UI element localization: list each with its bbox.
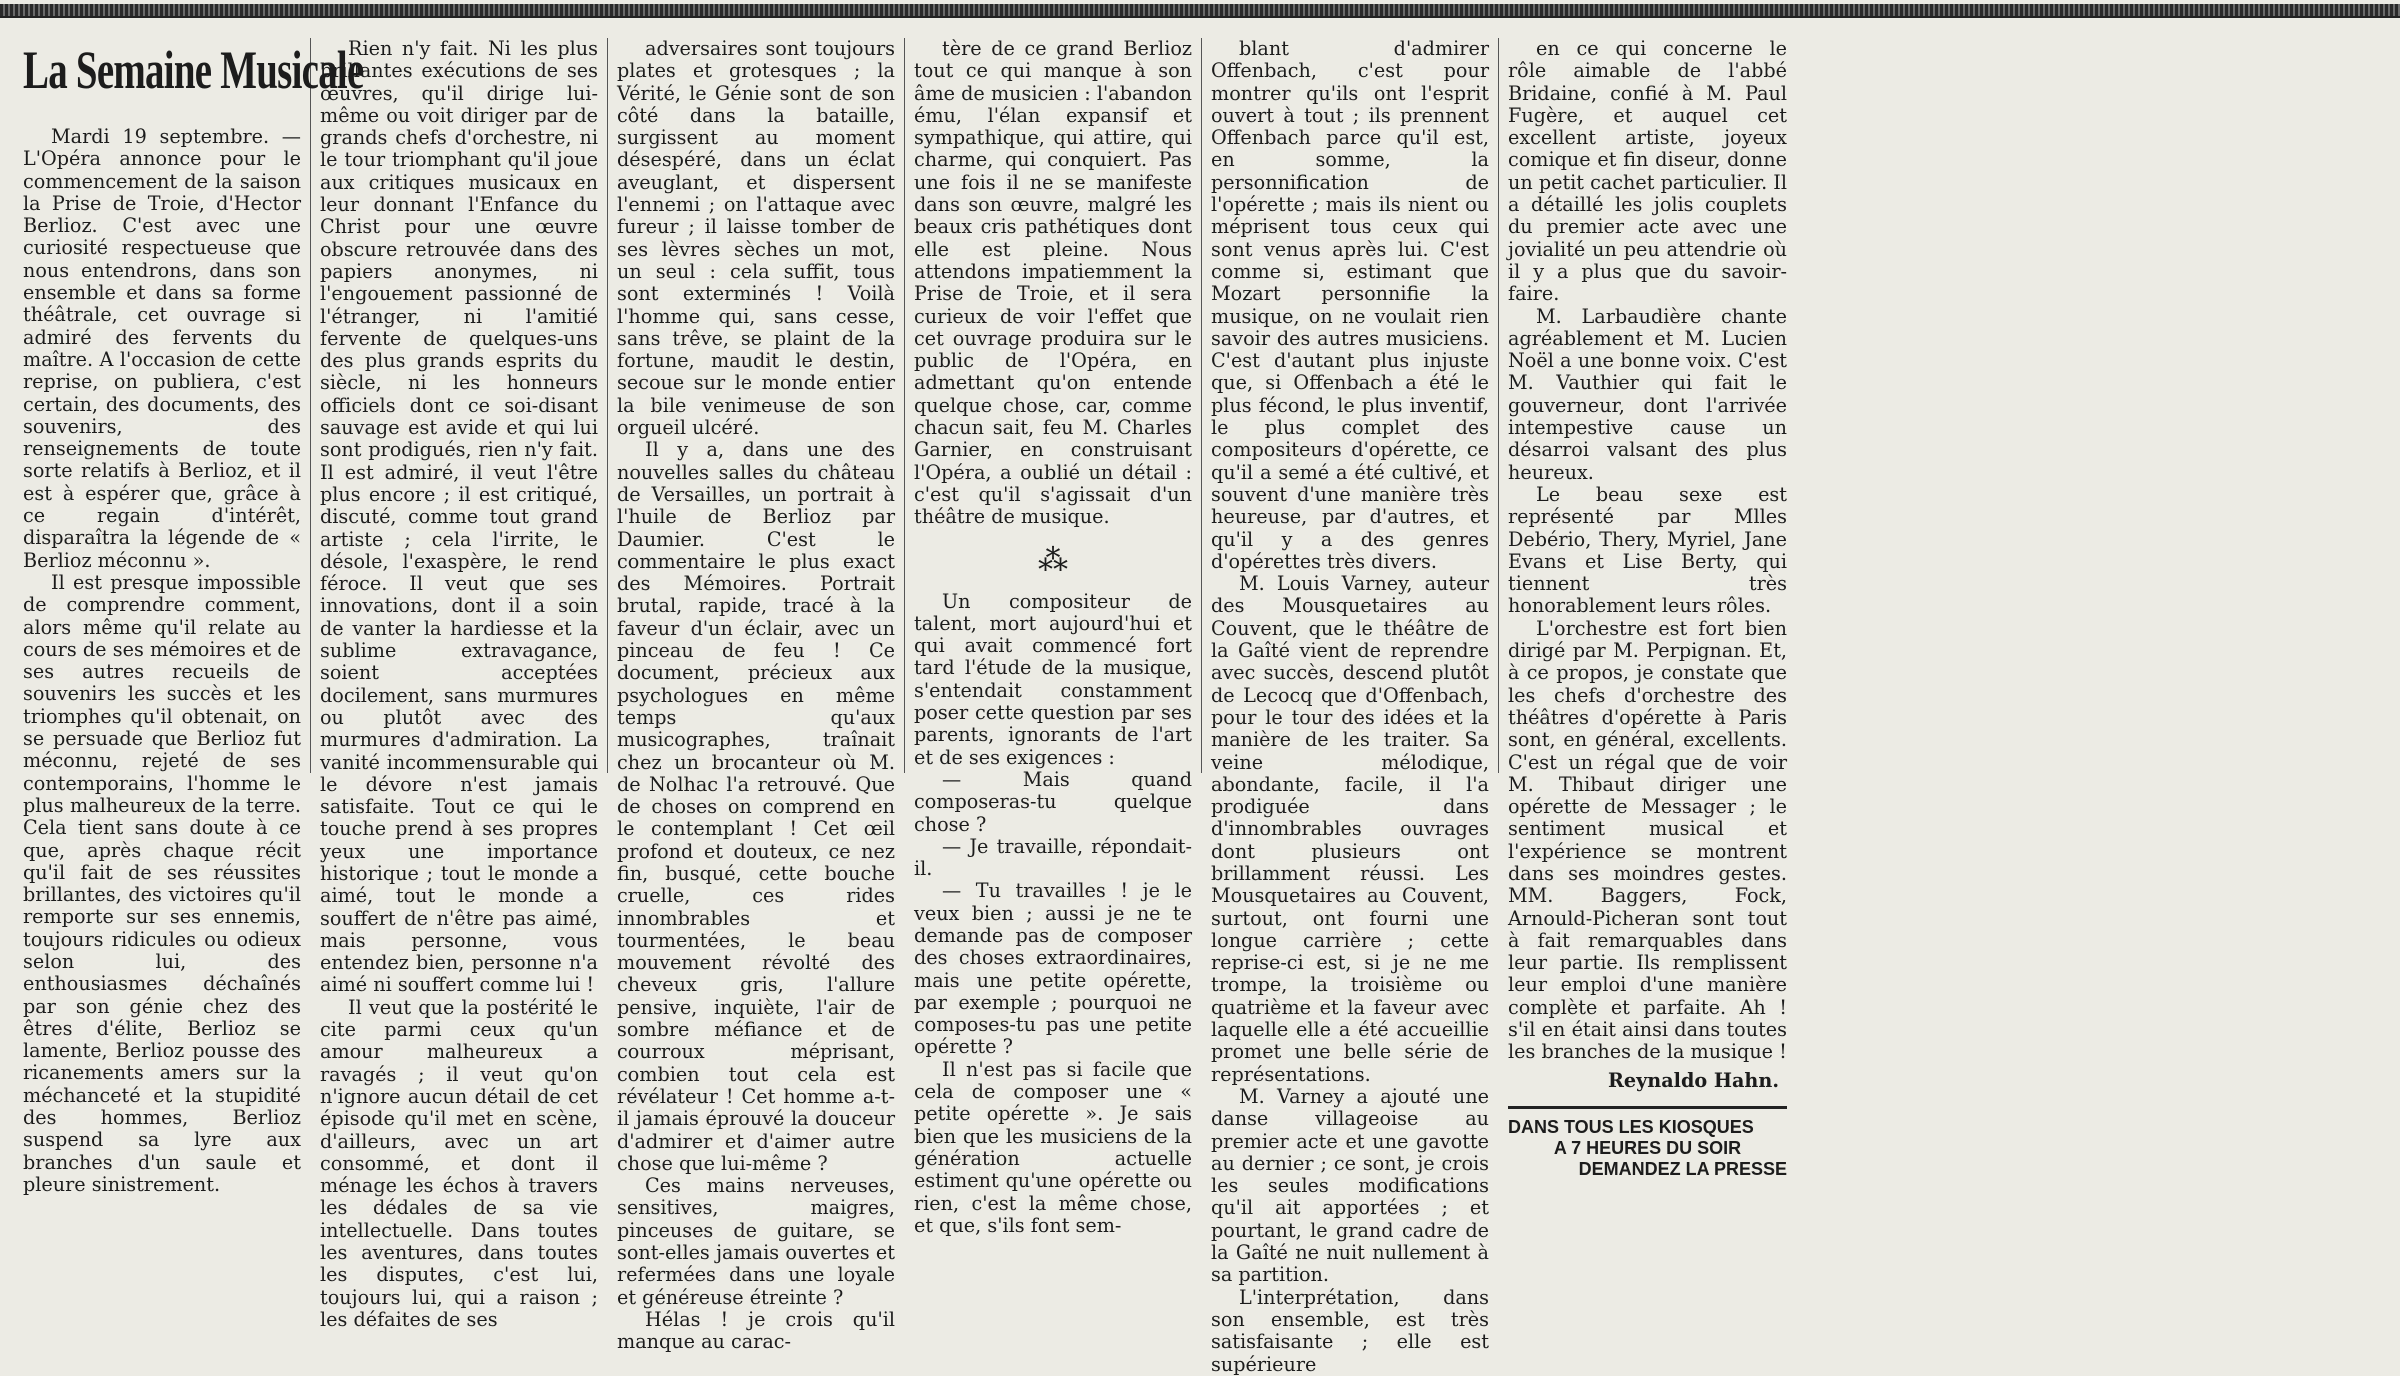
paragraph: — Je travaille, répondait-il. (914, 834, 1192, 881)
paragraph: adversaires sont toujours plates et grotesques ; la Vérité, le Génie sont de son côté dans la bataille, surgissent au moment désespéré, dans un éclat aveuglant, et dispersent l'ennemi ; on l'attaque avec fureur ; il laisse tomber de ses lèvres sèches un mot, un seul : cela suffit, tous sont exterminés ! Voilà l'homme qui, sans cesse, sans trêve, se plaint de la fortune, maudit le destin, secoue sur le monde entier la bile venimeuse de son orgueil ulcéré. (617, 37, 895, 440)
banner-line: DEMANDEZ LA PRESSE (1578, 1158, 1787, 1179)
asterism-separator: ⁂ (1038, 542, 1068, 578)
banner-line: DANS TOUS LES KIOSQUES (1508, 1116, 1754, 1137)
banner-line: A 7 HEURES DU SOIR (1553, 1137, 1742, 1158)
column-6 (1499, 37, 1796, 1179)
paragraph: M. Larbaudière chante agréablement et M. Lucien Noël a une bonne voix. C'est M. Vauthier qui fait le gouverneur, dont l'arrivée intempestive cause un désarroi valsant des plus heureux. (1508, 304, 1787, 484)
paragraph: Hélas ! je crois qu'il manque au carac- (617, 1307, 895, 1354)
paragraph: en ce qui concerne le rôle aimable de l'abbé Bridaine, confié à M. Paul Fugère, et auquel cet excellent artiste, joyeux comique et fin diseur, donne un petit cachet particulier. Il a détaillé les jolis couplets du premier acte avec une jovialité un peu attendrie où il y a plus que du savoir-faire. (1508, 37, 1788, 306)
paragraph: Le beau sexe est représenté par Mlles Debério, Thery, Myriel, Jane Evans et Lise Berty, qui tiennent très honorablement leurs rôles. (1508, 482, 1787, 618)
paragraph: Il y a, dans une des nouvelles salles du château de Versailles, un portrait à l'huile de Berlioz par Daumier. C'est le commentaire le plus exact des Mémoires. Portrait brutal, rapide, tracé à la faveur d'un éclair, avec un pinceau de feu ! Ce document, précieux aux psychologues en même temps qu'aux musicographes, traînait chez un brocanteur où M. de Nolhac l'a retrouvé. Que de choses on comprend en le contemplant ! Cet œil profond et douteux, ce nez fin, busqué, cette bouche cruelle, ces rides innombrables et tourmentées, le beau mouvement révolté des cheveux gris, l'allure pensive, inquiète, l'air de sombre méfiance et de courroux méprisant, combien tout cela est révélateur ! Cet homme a-t-il jamais éprouvé la douceur d'admirer et d'aimer autre chose que lui-même ? (617, 438, 895, 1175)
column-1 (14, 38, 364, 1196)
column-2 (311, 37, 608, 1331)
paragraph: L'orchestre est fort bien dirigé par M. Perpignan. Et, à ce propos, je constate que les chefs d'orchestre des théâtres d'opérette à Paris sont, en général, excellents. C'est un régal que de voir M. Thibaut diriger une opérette de Messager ; le sentiment musical et l'expérience se montrent dans ses moindres gestes. MM. Baggers, Fock, Arnould-Picheran sont tout à fait remarquables dans leur partie. Ils remplissent leur emploi d'une manière complète et parfaite. Ah ! s'il en était ainsi dans toutes les branches de la musique ! (1508, 616, 1787, 1064)
promo-banner (1508, 1106, 1787, 1180)
article-columns (14, 37, 2392, 1376)
paragraph: — Tu travailles ! je le veux bien ; aussi je ne te demande pas de composer des choses extraordinaires, mais une petite opérette, par exemple ; pourquoi ne composes-tu pas une petite opérette ? (914, 879, 1192, 1059)
paragraph: L'interprétation, dans son ensemble, est très satisfaisante ; elle est supérieure (1211, 1285, 1489, 1376)
paragraph: Il veut que la postérité le cite parmi ceux qu'un amour malheureux a ravagés ; il veut qu'on n'ignore aucun détail de cet épisode qu'il met en scène, d'ailleurs, avec un art consommé, et dont il ménage les échos à travers les dédales de sa vie intellectuelle. Dans toutes les aventures, dans toutes les disputes, c'est lui, toujours lui, qui a raison ; les défaites de ses (320, 995, 598, 1331)
top-border-rule (0, 4, 2400, 18)
paragraph: blant d'admirer Offenbach, c'est pour montrer qu'ils ont l'esprit ouvert à tout ; ils prennent Offenbach parce qu'il est, en somme, la personnification de l'opérette ; mais ils nient ou méprisent tous ceux qui sont venus après lui. C'est comme si, estimant que Mozart personnifie la musique, on ne voulait rien savoir des autres musiciens. C'est d'autant plus injuste que, si Offenbach a été le plus fécond, le plus inventif, le plus complet des compositeurs d'opérette, ce qu'il a semé a été cultivé, et souvent d'une manière très heureuse, par d'autres, et qu'il y a des genres d'opérettes très divers. (1211, 37, 1489, 573)
column-5 (1202, 37, 1499, 1376)
paragraph: tère de ce grand Berlioz tout ce qui manque à son âme de musicien : l'abandon ému, l'élan expansif et sympathique, qui attire, qui charme, qui conquiert. Pas une fois il ne se manifeste dans son œuvre, malgré les beaux cris pathétiques dont elle est pleine. Nous attendons impatiemment la Prise de Troie, et il sera curieux de voir l'effet que cet ouvrage produira sur le public de l'Opéra, en admettant qu'on entende quelque chose, car, comme chacun sait, feu M. Charles Garnier, en construisant l'Opéra, a oublié un détail : c'est qu'il s'agissait d'un théâtre de musique. (914, 37, 1192, 529)
article-title: La Semaine Musicale (23, 40, 364, 100)
column-4 (905, 37, 1202, 1237)
column-3 (608, 37, 905, 1354)
paragraph: Mardi 19 septembre. — L'Opéra annonce pour le commencement de la saison la Prise de Troie, d'Hector Berlioz. C'est avec une curiosité respectueuse que nous entendrons, dans son ensemble et dans sa forme théâtrale, cet ouvrage si admiré des fervents du maître. A l'occasion de cette reprise, on publiera, c'est certain, des documents, des souvenirs, des renseignements de toute sorte relatifs à Berlioz, et il est à espérer que, grâce à ce regain d'intérêt, disparaîtra la légende de « Berlioz méconnu ». (23, 125, 301, 572)
paragraph: Il n'est pas si facile que cela de composer une « petite opérette ». Je sais bien que les musiciens de la génération actuelle estiment qu'une opérette ou rien, c'est la même chose, et que, s'ils font sem- (914, 1057, 1192, 1237)
author-signature: Reynaldo Hahn. (1607, 1068, 1779, 1092)
paragraph: Il est presque impossible de comprendre comment, alors même qu'il relate au cours de ses mémoires et de ses autres recueils de souvenirs les succès et les triomphes qu'il obtenait, on se persuade que Berlioz fut méconnu, rejeté de ses contemporains, l'homme le plus malheureux de la terre. Cela tient sans doute à ce que, après chaque récit qu'il fait de ses réussites brillantes, des victoires qu'il remporte sur ses ennemis, toujours ridicules ou odieux selon lui, des enthousiasmes déchaînés par son génie chez des êtres d'élite, Berlioz se lamente, Berlioz pousse des ricanements amers sur la méchanceté et la stupidité des hommes, Berlioz suspend sa lyre aux branches d'un saule et pleure sinistrement. (23, 570, 301, 1196)
paragraph: Rien n'y fait. Ni les plus brillantes exécutions de ses œuvres, qu'il dirige lui-même ou voit diriger par de grands chefs d'orchestre, ni le tour triomphant qu'il joue aux critiques musicaux en leur donnant l'Enfance du Christ pour une œuvre obscure retrouvée dans des papiers anonymes, ni l'engouement passionné de l'étranger, ni l'amitié fervente de quelques-uns des plus grands esprits du siècle, ni les honneurs officiels dont ce soi-disant sauvage est avide et qui lui sont prodigués, rien n'y fait. Il est admiré, il veut l'être plus encore ; il est critiqué, discuté, comme tout grand artiste ; cela l'irrite, le désole, l'exaspère, le rend féroce. Il veut que ses innovations, dont il a soin de vanter la hardiesse et la sublime extravagance, soient acceptées docilement, sans murmures ou plutôt avec des murmures d'admiration. La vanité incommensurable qui le dévore n'est jamais satisfaite. Tout ce qui le touche prend à ses propres yeux une importance historique ; tout le monde a aimé, tout le monde a souffert de n'être pas aimé, mais personne, vous entendez bien, personne n'a aimé ni souffert comme lui ! (320, 37, 598, 997)
paragraph: Ces mains nerveuses, sensitives, maigres, pinceuses de guitare, se sont-elles jamais ouvertes et refermées dans une loyale et généreuse étreinte ? (617, 1174, 895, 1309)
paragraph: Un compositeur de talent, mort aujourd'hui et qui avait commencé fort tard l'étude de la musique, s'entendait constamment poser cette question par ses parents, ignorants de l'art et de ses exigences : (914, 589, 1192, 769)
paragraph: — Mais quand composeras-tu quelque chose ? (914, 767, 1192, 836)
paragraph: M. Varney a ajouté une danse villageoise au premier acte et une gavotte au dernier ; ce sont, je crois les seules modifications qu'il ait apportées ; et pourtant, le grand cadre de la Gaîté ne nuit nullement à sa partition. (1211, 1084, 1489, 1287)
paragraph: M. Louis Varney, auteur des Mousquetaires au Couvent, que le théâtre de la Gaîté vient de reprendre avec succès, descend plutôt de Lecocq que d'Offenbach, pour le tour des idées et la manière de les traiter. Sa veine mélodique, abondante, facile, il l'a prodiguée dans d'innombrables ouvrages dont plusieurs ont brillamment réussi. Les Mousquetaires au Couvent, surtout, ont fourni une longue carrière ; cette reprise-ci est, si je ne me trompe, la troisième ou quatrième et la faveur avec laquelle elle a été accueillie promet une belle série de représentations. (1211, 572, 1489, 1086)
